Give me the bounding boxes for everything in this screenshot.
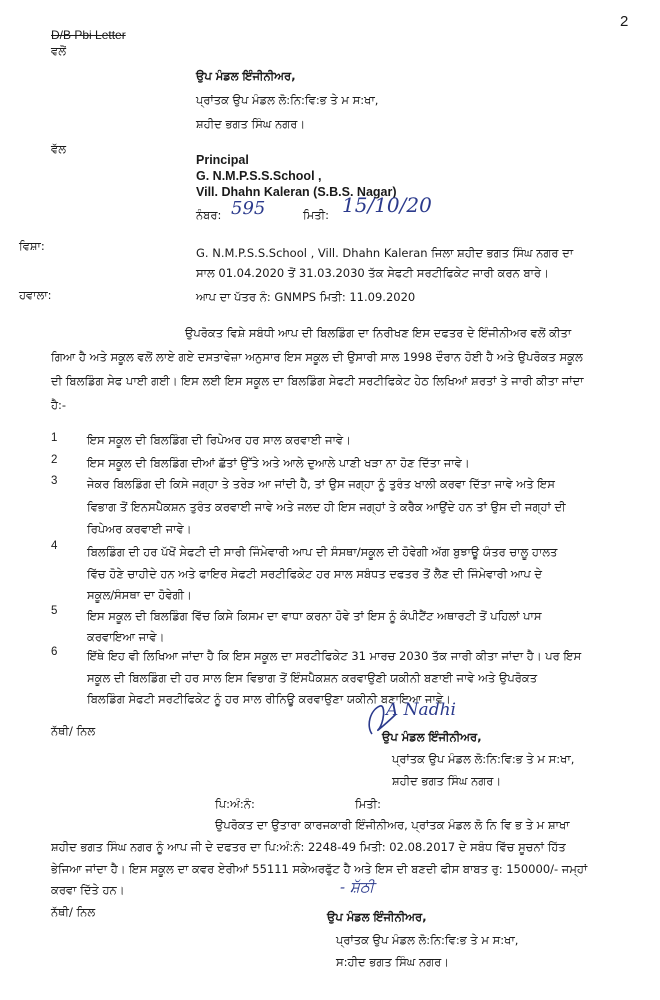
from-label: ਵਲੋਂ — [51, 44, 66, 58]
intro-line: ਗਿਆ ਹੈ ਅਤੇ ਸਕੂਲ ਵਲੋਂ ਲਾਏ ਗਏ ਦਸਤਾਵੇਜ਼ਾ ਅਨੁਸਾਰ ਇਸ ਸਕੂਲ ਦੀ ਉਸਾਰੀ ਸਾਲ 1998 ਦੌਰਾਨ ਹੋਈ ਹੈ ਅਤੇ ਉਪਰੋਕਤ ਸਕੂਲ — [51, 350, 583, 364]
file-reference: D/B Pbi Letter — [51, 28, 126, 42]
condition-number: 2 — [51, 454, 58, 466]
subject-label: ਵਿਸ਼ਾ: — [19, 239, 45, 253]
page-number: 2 — [620, 13, 629, 30]
subject-line-2: ਸਾਲ 01.04.2020 ਤੋਂ 31.03.2030 ਤੱਕ ਸੇਫਟੀ ਸਰਟੀਫਿਕੇਟ ਜਾਰੀ ਕਰਨ ਬਾਰੇ। — [196, 266, 549, 280]
reference-text: ਆਪ ਦਾ ਪੱਤਰ ਨੰ: GNMPS ਮਿਤੀ: 11.09.2020 — [196, 290, 416, 304]
sender-line-2: ਪ੍ਰਾਂਤਕ ਉਪ ਮੰਡਲ ਲੋ:ਨਿ:ਵਿ:ਭ ਤੇ ਮ ਸ:ਖਾ, — [196, 93, 379, 107]
recipient-line-2: G. N.M.P.S.S.School , — [196, 169, 322, 183]
endorsement-line: ਸ਼ਹੀਦ ਭਗਤ ਸਿੰਘ ਨਗਰ ਨੂੰ ਆਪ ਜੀ ਦੇ ਦਫਤਰ ਦਾ ਪਿ:ਅੰ:ਨੰ: 2248-49 ਮਿਤੀ: 02.08.2017 ਦੇ ਸਬੰਧ ਵਿੱਚ ਸੂਚਨਾਂ ਹਿੱਤ — [51, 840, 566, 854]
intro-line: ਉਪਰੋਕਤ ਵਿਸ਼ੇ ਸਬੰਧੀ ਆਪ ਦੀ ਬਿਲਡਿੰਗ ਦਾ ਨਿਰੀਖਣ ਇਸ ਦਫਤਰ ਦੇ ਇੰਜੀਨੀਅਰ ਵਲੋਂ ਕੀਤਾ — [185, 326, 572, 340]
condition-number: 4 — [51, 540, 58, 552]
condition-number: 6 — [51, 646, 58, 658]
condition-line: ਜੇਕਰ ਬਿਲਡਿੰਗ ਦੀ ਕਿਸੇ ਜਗ੍ਹਾ ਤੇ ਤਰੇੜ ਆ ਜਾਂਦੀ ਹੈ, ਤਾਂ ਉਸ ਜਗ੍ਹਾ ਨੂੰ ਤੁਰੰਤ ਖਾਲੀ ਕਰਵਾ ਦਿੱਤਾ ਜਾਵੇ ਅਤੇ ਇਸ — [87, 477, 555, 491]
condition-line: ਇਸ ਸਕੂਲ ਦੀ ਬਿਲਡਿੰਗ ਵਿੱਚ ਕਿਸੇ ਕਿਸਮ ਦਾ ਵਾਧਾ ਕਰਨਾ ਹੋਵੇ ਤਾਂ ਇਸ ਨੂੰ ਕੰਪੀਟੈਂਟ ਅਥਾਰਟੀ ਤੋਂ ਪਹਿਲਾਂ ਪਾਸ — [87, 609, 542, 623]
endorsement-line: ਉਪਰੋਕਤ ਦਾ ਉਤਾਰਾ ਕਾਰਜਕਾਰੀ ਇੰਜੀਨੀਅਰ, ਪ੍ਰਾਂਤਕ ਮੰਡਲ ਲੋ ਨਿ ਵਿ ਭ ਤੇ ਮ ਸ਼ਾਖਾ — [215, 818, 570, 832]
date-label: ਮਿਤੀ: — [303, 208, 329, 222]
reference-label: ਹਵਾਲਾ: — [19, 288, 52, 302]
condition-line: ਵਿਭਾਗ ਤੋਂ ਇਨਸਪੈਕਸ਼ਨ ਤੁਰੰਤ ਕਰਵਾਈ ਜਾਵੇ ਅਤੇ ਜਲਦ ਹੀ ਇਸ ਜਗ੍ਹਾਂ ਤੇ ਕਰੈਕ ਆਉਂਦੇ ਹਨ ਤਾਂ ਉਸ ਦੀ ਜਗ੍ਹਾਂ ਦੀ — [87, 500, 566, 514]
signatory-office: ਪ੍ਰਾਂਤਕ ਉਪ ਮੰਡਲ ਲੋ:ਨਿ:ਵਿ:ਭ ਤੇ ਮ ਸ:ਖਾ, — [336, 933, 519, 947]
enclosure-note: ਨੱਥੀ/ ਨਿਲ — [51, 724, 96, 738]
condition-line: ਬਿਲਡਿੰਗ ਦੀ ਹਰ ਪੱਖੋਂ ਸੇਫਟੀ ਦੀ ਸਾਰੀ ਜਿੰਮੇਵਾਰੀ ਆਪ ਦੀ ਸੰਸਥਾ/ਸਕੂਲ ਦੀ ਹੋਵੇਗੀ ਅੱਗ ਬੁਝਾਊ ਯੰਤਰ ਚਾਲੂ ਹਾਲਤ — [87, 545, 558, 559]
subject-line-1: G. N.M.P.S.S.School , Vill. Dhahn Kaleran ਜਿਲਾ ਸ਼ਹੀਦ ਭਗਤ ਸਿੰਘ ਨਗਰ ਦਾ — [196, 246, 574, 260]
condition-line: ਵਿੱਚ ਹੋਣੇ ਚਾਹੀਦੇ ਹਨ ਅਤੇ ਫਾਇਰ ਸੇਫਟੀ ਸਰਟੀਫਿਕੇਟ ਹਰ ਸਾਲ ਸਬੰਧਤ ਦਫਤਰ ਤੋਂ ਲੈਣ ਦੀ ਜਿੰਮੇਵਾਰੀ ਆਪ ਦੇ — [87, 567, 543, 581]
condition-line: ਰਿਪੇਅਰ ਕਰਵਾਈ ਜਾਵੇ। — [87, 522, 192, 536]
signatory-title: ਉਪ ਮੰਡਲ ਇੰਜੀਨੀਅਰ, — [382, 730, 482, 744]
condition-line: ਸਕੂਲ/ਸੰਸਥਾ ਦਾ ਹੋਵੇਗੀ। — [87, 588, 192, 602]
intro-line: ਹੈ:- — [51, 398, 67, 412]
signatory-office: ਪ੍ਰਾਂਤਕ ਉਪ ਮੰਡਲ ਲੋ:ਨਿ:ਵਿ:ਭ ਤੇ ਮ ਸ:ਖਾ, — [392, 752, 575, 766]
recipient-line-1: Principal — [196, 153, 249, 167]
condition-line: ਇਸ ਸਕੂਲ ਦੀ ਬਿਲਡਿੰਗ ਦੀਆਂ ਛੱਤਾਂ ਉੱਤੇ ਅਤੇ ਆਲੇ ਦੁਆਲੇ ਪਾਣੀ ਖੜਾ ਨਾ ਹੋਣ ਦਿੱਤਾ ਜਾਵੇ। — [87, 456, 470, 470]
condition-number: 3 — [51, 475, 58, 487]
signatory-location: ਸ਼ਹੀਦ ਭਗਤ ਸਿੰਘ ਨਗਰ। — [392, 774, 502, 788]
endorsement-number-label: ਪਿ:ਅੰ:ਨੰ: — [215, 797, 255, 811]
memo-number: 595 — [231, 198, 266, 219]
endorsement-line: ਕਰਵਾ ਦਿੱਤੇ ਹਨ। — [51, 883, 125, 897]
signature-text: A Nadhi — [386, 700, 456, 720]
endorsement-line: ਭੇਜਿਆ ਜਾਂਦਾ ਹੈ। ਇਸ ਸਕੂਲ ਦਾ ਕਵਰ ਏਰੀਆਂ 55111 ਸਕੇਅਰਫੁੱਟ ਹੈ ਅਤੇ ਇਸ ਦੀ ਬਣਦੀ ਫੀਸ ਬਾਬਤ ਰੁ: 150000/- ਜਮ੍ਹਾਂ — [51, 862, 588, 876]
sender-line-3: ਸ਼ਹੀਦ ਭਗਤ ਸਿੰਘ ਨਗਰ। — [196, 117, 306, 131]
condition-line: ਬਿਲਡਿੰਗ ਸੇਫਟੀ ਸਰਟੀਫਿਕੇਟ ਨੂੰ ਹਰ ਸਾਲ ਰੀਨਿਊ ਕਰਵਾਉਣਾ ਯਕੀਨੀ ਬਣਾਇਆ ਜਾਵੇ। — [87, 692, 451, 706]
condition-number: 1 — [51, 432, 58, 444]
initials: - ਸ਼ੱਠੀ — [340, 878, 375, 896]
condition-line: ਸਕੂਲ ਦੀ ਬਿਲਡਿੰਗ ਦੀ ਹਰ ਸਾਲ ਇਸ ਵਿਭਾਗ ਤੋਂ ਇੰਸਪੈਕਸ਼ਨ ਕਰਵਾਉਣੀ ਯਕੀਨੀ ਬਣਾਈ ਜਾਵੇ ਅਤੇ ਉਪਰੋਕਤ — [87, 671, 538, 685]
to-label: ਵੱਲ — [51, 142, 66, 156]
condition-line: ਇੱਥੇ ਇਹ ਵੀ ਲਿਖਿਆ ਜਾਂਦਾ ਹੈ ਕਿ ਇਸ ਸਕੂਲ ਦਾ ਸਰਟੀਫਿਕੇਟ 31 ਮਾਰਚ 2030 ਤੱਕ ਜਾਰੀ ਕੀਤਾ ਜਾਂਦਾ ਹੈ। ਪਰ ਇਸ — [87, 649, 582, 663]
letter-date: 15/10/20 — [342, 193, 432, 217]
intro-line: ਦੀ ਬਿਲਡਿੰਗ ਸੇਫ ਪਾਈ ਗਈ। ਇਸ ਲਈ ਇਸ ਸਕੂਲ ਦਾ ਬਿਲਡਿੰਗ ਸੇਫਟੀ ਸਰਟੀਫਿਕੇਟ ਹੇਠ ਲਿਖਿਆਂ ਸ਼ਰਤਾਂ ਤੇ ਜਾਰੀ ਕੀਤਾ ਜਾਂਦਾ — [51, 374, 584, 388]
signatory-title: ਉਪ ਮੰਡਲ ਇੰਜੀਨੀਅਰ, — [327, 910, 427, 924]
enclosure-note: ਨੱਥੀ/ ਨਿਲ — [51, 905, 96, 919]
condition-line: ਇਸ ਸਕੂਲ ਦੀ ਬਿਲਡਿੰਗ ਦੀ ਰਿਪੇਅਰ ਹਰ ਸਾਲ ਕਰਵਾਈ ਜਾਵੇ। — [87, 433, 351, 447]
signatory-location: ਸ:ਹੀਦ ਭਗਤ ਸਿੰਘ ਨਗਰ। — [336, 955, 450, 969]
sender-line-1: ਉਪ ਮੰਡਲ ਇੰਜੀਨੀਅਰ, — [196, 69, 296, 83]
recipient-line-3: Vill. Dhahn Kaleran (S.B.S. Nagar) — [196, 185, 397, 199]
condition-line: ਕਰਵਾਇਆ ਜਾਵੇ। — [87, 630, 165, 644]
endorsement-date-label: ਮਿਤੀ: — [355, 797, 381, 811]
condition-number: 5 — [51, 605, 58, 617]
memo-number-label: ਨੰਬਰ: — [196, 208, 222, 222]
